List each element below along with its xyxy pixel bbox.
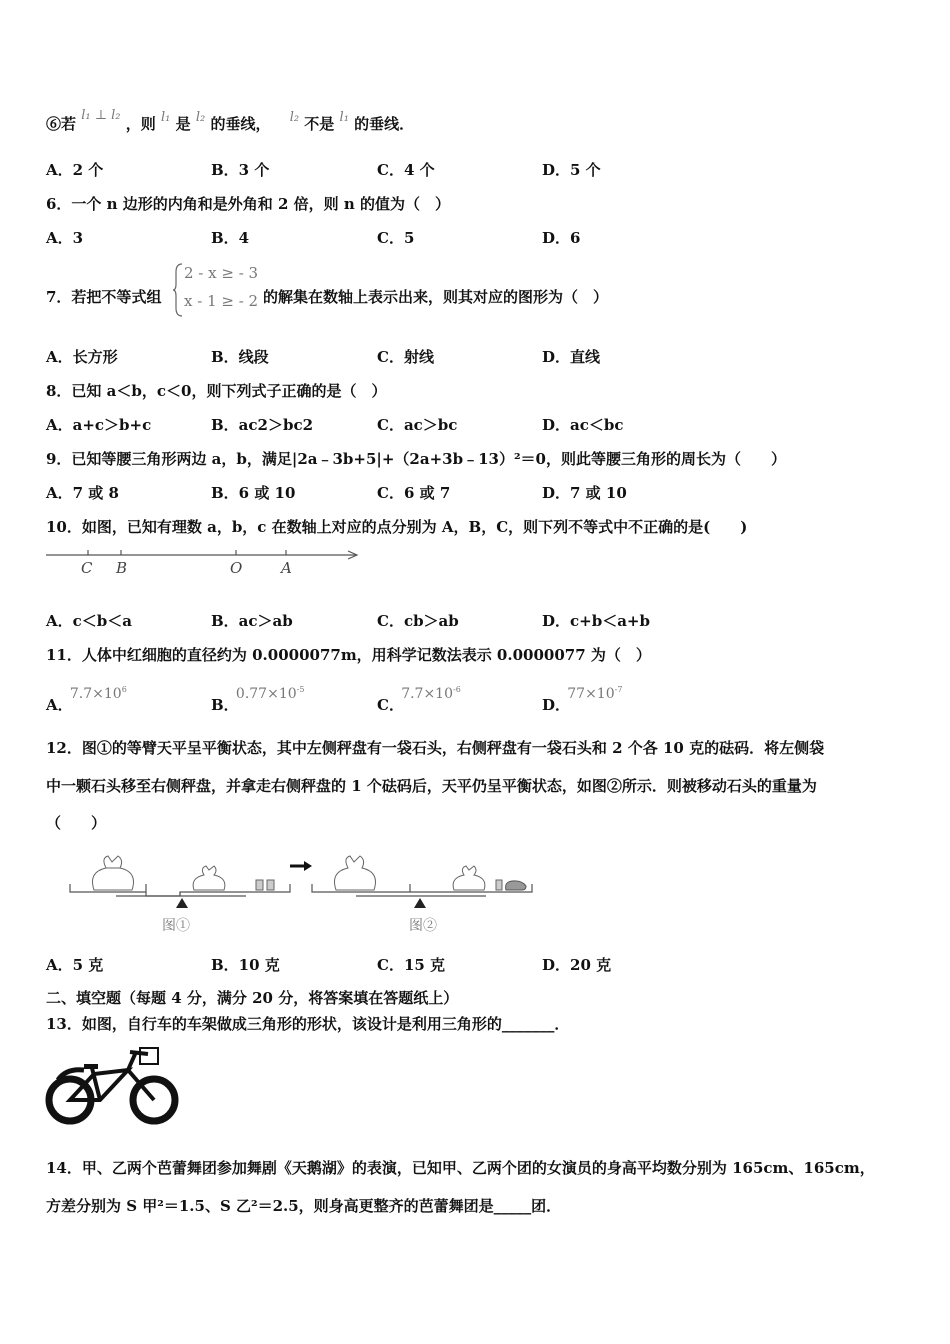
option-b[interactable]: B．ac＞ab <box>211 612 293 630</box>
question-7-prefix: 7．若把不等式组 <box>46 288 162 306</box>
line-l1: l₁ <box>160 110 171 125</box>
option-d[interactable]: D．6 <box>542 229 581 247</box>
bicycle-image <box>44 1044 180 1126</box>
stone-bag-icon <box>453 866 485 890</box>
option-c[interactable]: C．ac＞bc <box>377 416 458 434</box>
question-13: 13．如图，自行车的车架做成三角形的形状，该设计是利用三角形的_______． <box>46 1015 570 1033</box>
option-b[interactable]: B．10 克 <box>211 956 280 974</box>
inequality-1: 2 - x ≥ - 3 <box>184 264 259 282</box>
option-c[interactable]: C．4 个 <box>377 161 435 179</box>
base: 7.7×10 <box>401 686 453 702</box>
question-6: 6．一个 n 边形的内角和是外角和 2 倍，则 n 的值为（ ） <box>46 195 451 213</box>
left-brace-icon <box>172 262 184 318</box>
stone-bag-icon <box>335 856 376 890</box>
figure-label-2: 图② <box>409 918 437 934</box>
perp-relation: l₁ ⊥ l₂ <box>81 108 121 123</box>
option-a[interactable]: A．3 <box>46 229 84 247</box>
option-d[interactable]: D．5 个 <box>542 161 601 179</box>
stone-bag-icon <box>193 866 225 890</box>
option-d[interactable]: D．20 克 <box>542 956 612 974</box>
option-a[interactable]: A．a+c＞b+c <box>46 416 152 434</box>
option-d[interactable]: D．c+b＜a+b <box>542 612 650 630</box>
line-l1: l₁ <box>339 110 349 125</box>
option-a[interactable]: A．c＜b＜a <box>46 612 132 630</box>
option-c[interactable]: C．15 克 <box>377 956 446 974</box>
stmt-text: 不是 <box>304 115 335 133</box>
base: 0.77×10 <box>235 686 297 702</box>
option-c[interactable]: C．射线 <box>377 348 434 366</box>
option-c[interactable]: C．5 <box>377 229 415 247</box>
option-d[interactable]: D．7 或 10 <box>542 484 627 502</box>
question-12-line1: 12．图①的等臂天平呈平衡状态，其中左侧秤盘有一袋石头，右侧秤盘有一袋石头和 2 个各 10 克的砝码．将左侧袋 <box>46 739 825 757</box>
stmt-text: 的垂线， <box>210 115 271 133</box>
base: 7.7×10 <box>69 686 122 702</box>
axis-label-c: C <box>81 559 93 577</box>
option-b[interactable] <box>211 685 312 716</box>
option-d[interactable]: D．ac＜bc <box>542 416 624 434</box>
option-letter: B． <box>211 696 239 714</box>
option-b[interactable]: B．4 <box>211 229 250 247</box>
question-12-line3: （ ） <box>46 814 107 832</box>
option-value <box>401 686 461 702</box>
option-a[interactable]: A．长方形 <box>46 348 118 366</box>
option-b[interactable]: B．6 或 10 <box>211 484 296 502</box>
question-14-line1: 14．甲、乙两个芭蕾舞团参加舞剧《天鹅湖》的表演，已知甲、乙两个团的女演员的身高平均数分别为 165cm、165cm， <box>46 1159 875 1177</box>
option-a[interactable]: A．5 克 <box>46 956 104 974</box>
option-b[interactable]: B．3 个 <box>211 161 270 179</box>
option-a[interactable]: A．2 个 <box>46 161 104 179</box>
balance-figure <box>66 850 540 940</box>
option-c[interactable] <box>377 685 469 716</box>
option-d[interactable]: D．直线 <box>542 348 601 366</box>
axis-label-a: A <box>281 559 292 577</box>
exponent: -7 <box>614 685 623 694</box>
option-letter: C． <box>377 696 404 714</box>
fulcrum-icon <box>414 898 426 908</box>
stone-bag-icon <box>93 856 134 890</box>
line-l2: l₂ <box>195 110 206 125</box>
statement-6 <box>46 108 415 136</box>
exponent: -6 <box>453 685 461 694</box>
option-letter: A． <box>46 696 73 714</box>
axis-label-o: O <box>230 559 243 577</box>
exponent: 6 <box>121 685 127 694</box>
question-9: 9．已知等腰三角形两边 a，b，满足|2a﹣3b+5|+（2a+3b﹣13）²＝0，则此等腰三角形的周长为（ ） <box>46 450 786 468</box>
stmt-text: 是 <box>175 115 191 133</box>
question-11: 11．人体中红细胞的直径约为 0.0000077m，用科学记数法表示 0.0000077 为（ ） <box>46 646 651 664</box>
option-value <box>236 686 305 702</box>
stmt-text: ，则 <box>125 115 156 133</box>
line-l2: l₂ <box>289 110 300 125</box>
stone-icon <box>506 881 526 890</box>
number-line-figure <box>44 542 364 580</box>
stmt-text: 的垂线． <box>354 115 415 133</box>
question-12-line2: 中一颗石头移至右侧秤盘，并拿走右侧秤盘的 1 个砝码后，天平仍呈平衡状态，如图②所示．则被移动石头的重量为 <box>46 777 817 795</box>
option-d[interactable] <box>542 685 630 716</box>
option-value <box>70 686 127 702</box>
basket-icon <box>140 1048 158 1064</box>
inequality-2: x - 1 ≥ - 2 <box>184 292 259 310</box>
weight-icon <box>256 880 274 890</box>
question-10: 10．如图，已知有理数 a，b，c 在数轴上对应的点分别为 A，B，C，则下列不等式中不正确的是( ) <box>46 518 748 536</box>
option-letter: D． <box>542 696 571 714</box>
option-c[interactable]: C．cb＞ab <box>377 612 459 630</box>
exponent: -5 <box>296 685 305 694</box>
option-a[interactable] <box>46 685 135 716</box>
stmt-text: ⑥若 <box>46 115 77 133</box>
option-a[interactable]: A．7 或 8 <box>46 484 119 502</box>
question-7-suffix: 的解集在数轴上表示出来，则其对应的图形为（ ） <box>263 288 609 306</box>
figure-label-1: 图① <box>162 918 190 934</box>
question-14-line2: 方差分别为 S 甲²＝1.5、S 乙²＝2.5，则身高更整齐的芭蕾舞团是_____团． <box>46 1197 562 1215</box>
question-8: 8．已知 a＜b，c＜0，则下列式子正确的是（ ） <box>46 382 387 400</box>
option-value <box>567 686 622 702</box>
option-b[interactable]: B．线段 <box>211 348 269 366</box>
base: 77×10 <box>567 686 615 702</box>
option-b[interactable]: B．ac2＞bc2 <box>211 416 314 434</box>
axis-label-b: B <box>116 559 128 577</box>
weight-icon <box>496 880 502 890</box>
inequality-system <box>172 262 262 318</box>
fulcrum-icon <box>176 898 188 908</box>
option-c[interactable]: C．6 或 7 <box>377 484 451 502</box>
section-heading: 二、填空题（每题 4 分，满分 20 分，将答案填在答题纸上） <box>46 989 459 1007</box>
